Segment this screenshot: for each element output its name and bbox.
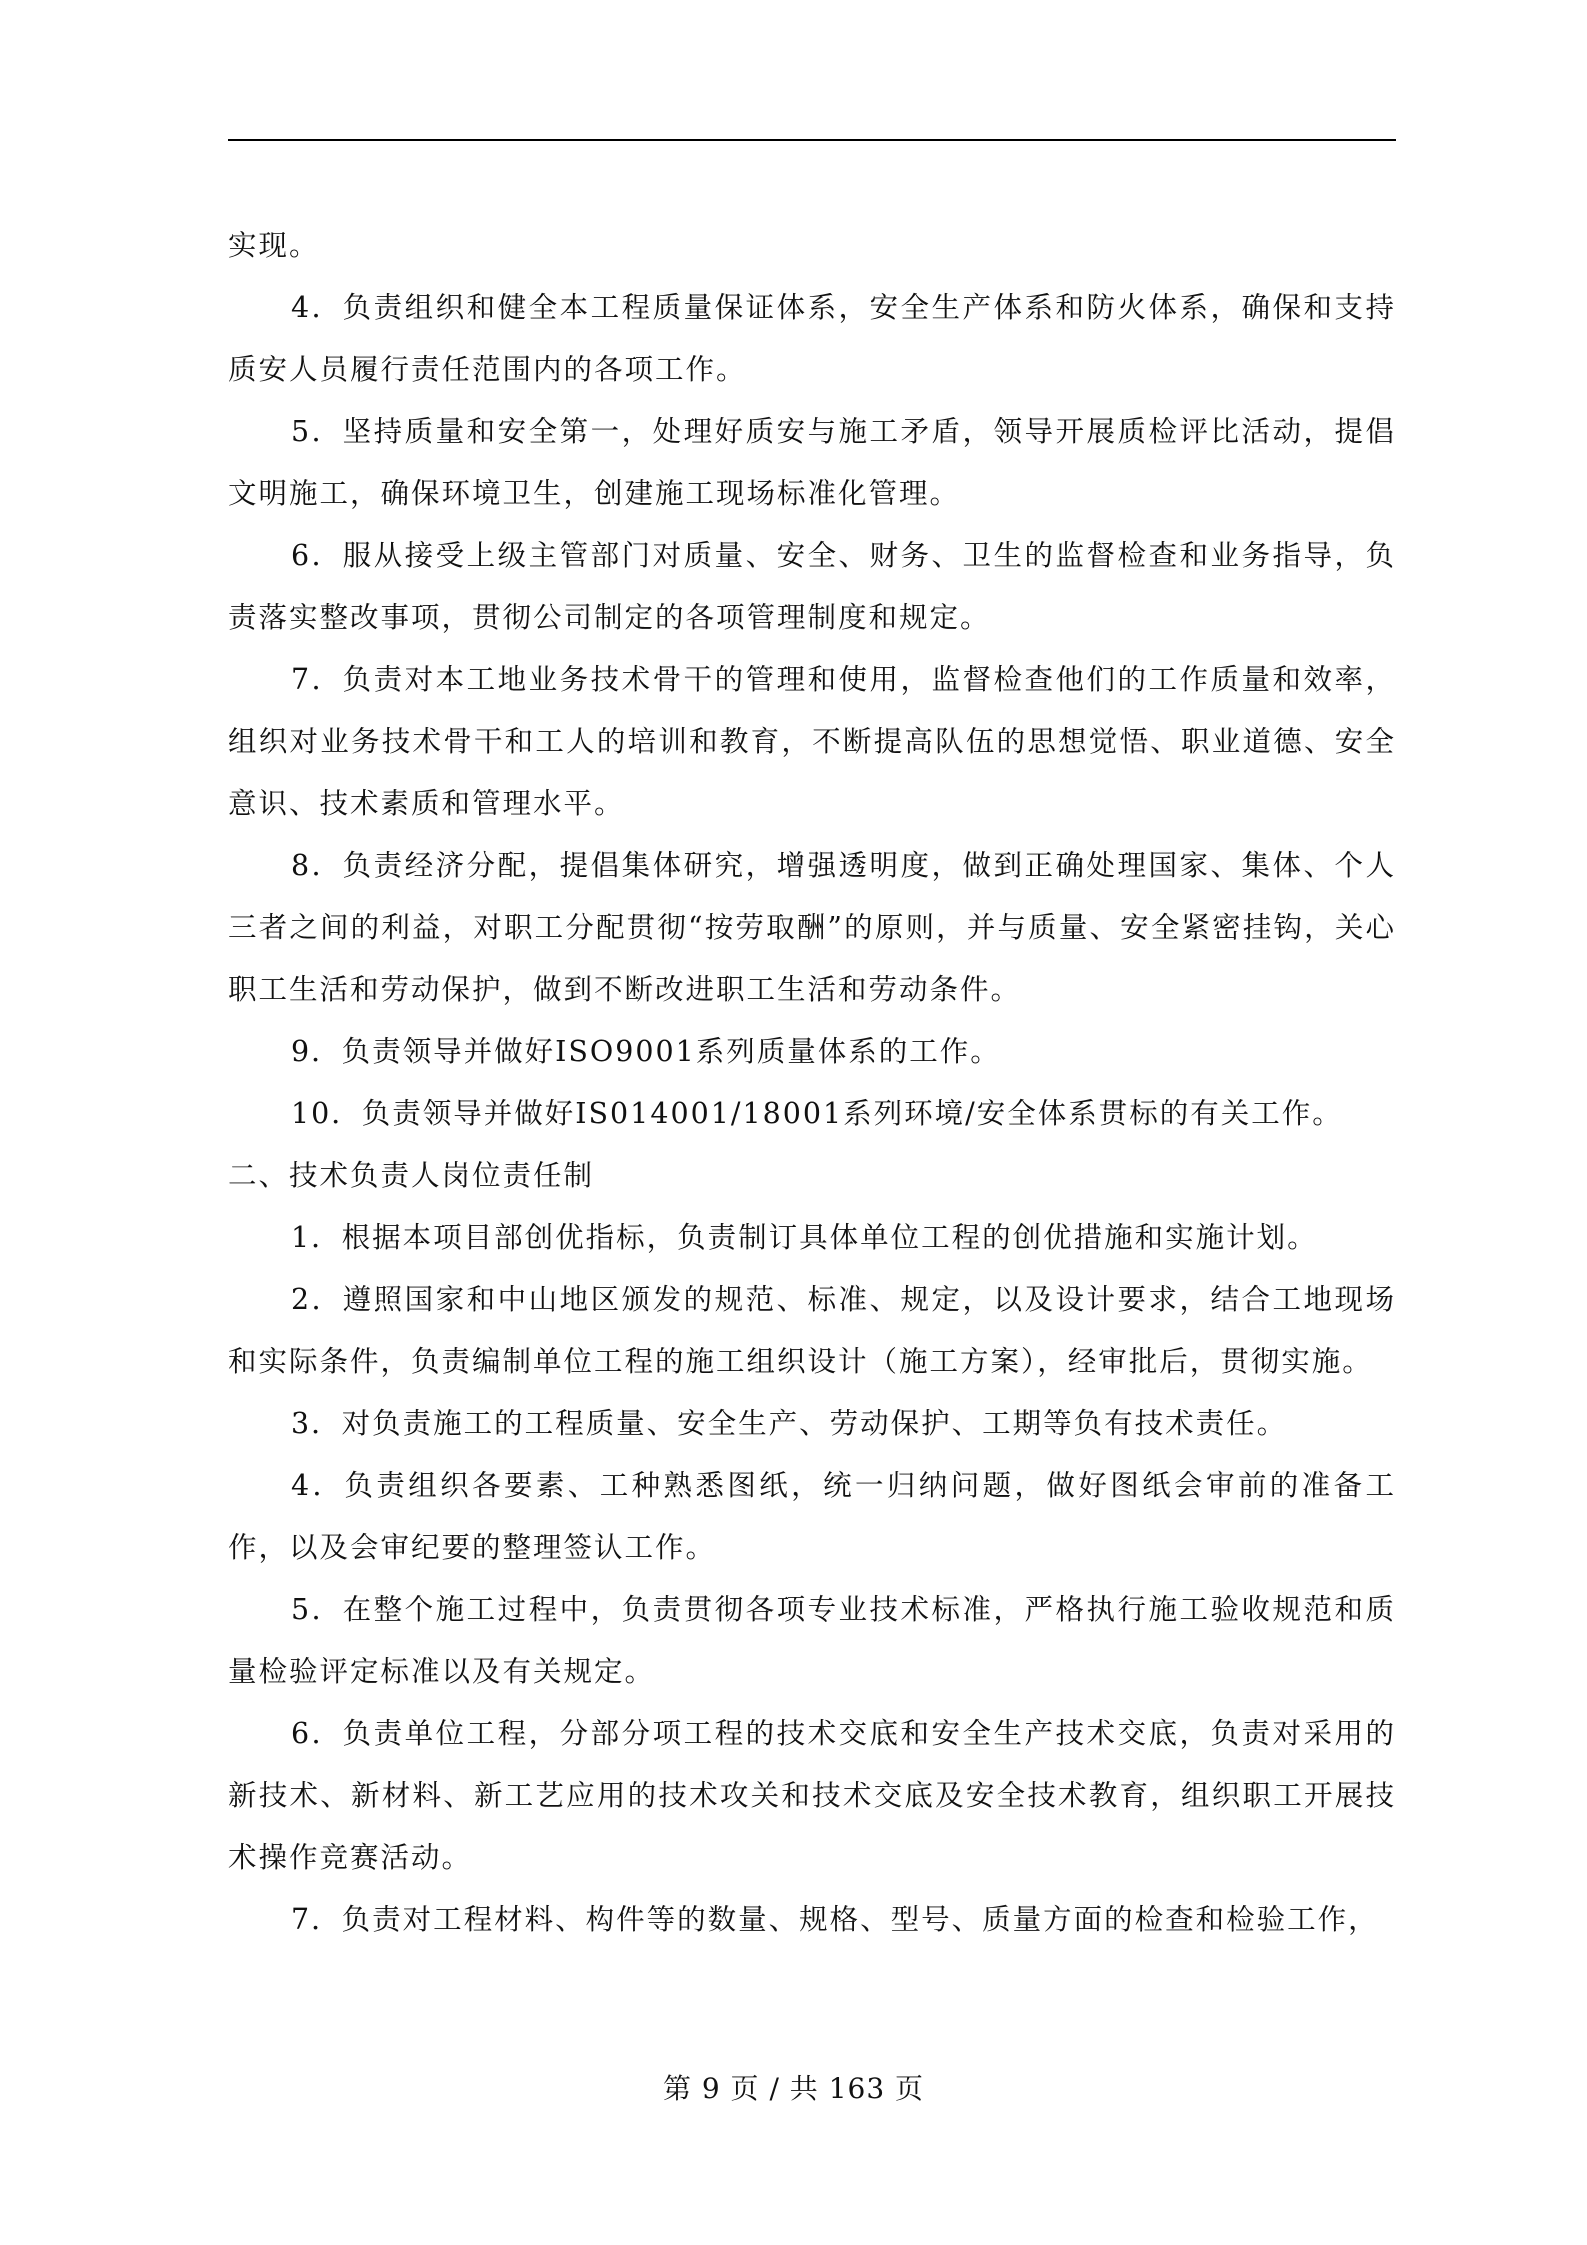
paragraph: 实现。	[228, 229, 320, 262]
paragraph: 6．负责单位工程，分部分项工程的技术交底和安全生产技术交底，负责对采用的新技术、新材料、新工艺应用的技术攻关和技术交底及安全技术教育，组织职工开展技术操作竞赛活动。	[228, 1717, 1396, 1874]
paragraph: 4．负责组织和健全本工程质量保证体系，安全生产体系和防火体系，确保和支持质安人员履行责任范围内的各项工作。	[228, 291, 1396, 386]
paragraph: 3．对负责施工的工程质量、安全生产、劳动保护、工期等负有技术责任。	[291, 1407, 1288, 1440]
paragraph: 6．服从接受上级主管部门对质量、安全、财务、卫生的监督检查和业务指导，负责落实整改事项，贯彻公司制定的各项管理制度和规定。	[228, 539, 1396, 634]
paragraph: 10．负责领导并做好IS014001/18001系列环境/安全体系贯标的有关工作。	[291, 1097, 1343, 1130]
paragraph: 7．负责对工程材料、构件等的数量、规格、型号、质量方面的检查和检验工作，	[291, 1903, 1379, 1936]
paragraph: 4．负责组织各要素、工种熟悉图纸，统一归纳问题，做好图纸会审前的准备工作，以及会审纪要的整理签认工作。	[228, 1469, 1396, 1564]
page-number-footer: 第 9 页 / 共 163 页	[662, 2072, 925, 2105]
paragraph: 2．遵照国家和中山地区颁发的规范、标准、规定，以及设计要求，结合工地现场和实际条件，负责编制单位工程的施工组织设计（施工方案），经审批后，贯彻实施。	[228, 1283, 1396, 1378]
paragraph: 1．根据本项目部创优指标，负责制订具体单位工程的创优措施和实施计划。	[291, 1221, 1318, 1254]
paragraph: 5．坚持质量和安全第一，处理好质安与施工矛盾，领导开展质检评比活动，提倡文明施工，确保环境卫生，创建施工现场标准化管理。	[228, 415, 1396, 510]
paragraph: 5．在整个施工过程中，负责贯彻各项专业技术标准，严格执行施工验收规范和质量检验评定标准以及有关规定。	[228, 1593, 1396, 1688]
paragraph: 7．负责对本工地业务技术骨干的管理和使用，监督检查他们的工作质量和效率，组织对业务技术骨干和工人的培训和教育，不断提高队伍的思想觉悟、职业道德、安全意识、技术素质和管理水平。	[228, 663, 1396, 820]
header-rule	[228, 139, 1396, 141]
section-heading: 二、技术负责人岗位责任制	[228, 1159, 595, 1192]
paragraph: 9．负责领导并做好ISO9001系列质量体系的工作。	[291, 1035, 1001, 1068]
document-body	[228, 215, 1396, 1951]
paragraph: 8．负责经济分配，提倡集体研究，增强透明度，做到正确处理国家、集体、个人三者之间的利益，对职工分配贯彻“按劳取酬”的原则，并与质量、安全紧密挂钩，关心职工生活和劳动保护，做到不断改进职工生活和劳动条件。	[228, 849, 1396, 1006]
